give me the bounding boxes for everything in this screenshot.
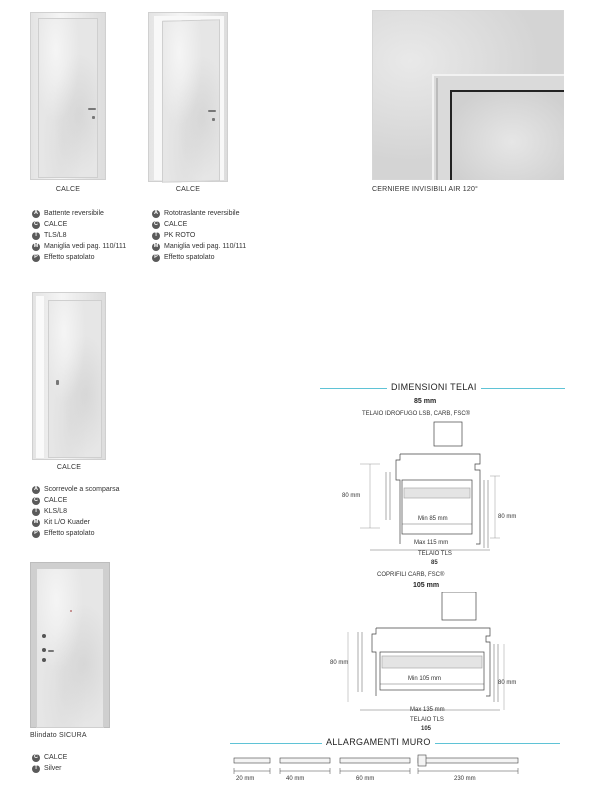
spec-item: C CALCE [34, 221, 68, 228]
spec-item: C CALCE [154, 221, 188, 228]
spec-item: M Kit L/O Kuader [33, 519, 90, 526]
spec-item: T KLS/L8 [32, 506, 147, 517]
dim-min-85: Min 85 mm [418, 516, 448, 522]
spec-item: M Maniglia vedi pag. 110/111 [153, 243, 247, 250]
dim-max-135: Max 135 mm [410, 707, 445, 713]
telaio-code-1: 85 [431, 560, 438, 566]
telai-label-top: TELAIO IDROFUGO LSB, CARB, FSC® [362, 411, 471, 417]
hinge-caption: CERNIERE INVISIBILI AIR 120° [372, 186, 479, 193]
spec-item: P Effetto spatolato [32, 252, 147, 263]
telaio-code-2: 105 [421, 726, 432, 732]
telai-title: DIMENSIONI TELAI [387, 382, 481, 392]
spec-item: T PK ROTO [152, 230, 277, 241]
dim-min-105: Min 105 mm [408, 676, 442, 682]
telai-size-85: 85 mm [414, 398, 437, 405]
spec-item: A Scorrevole a scomparsa [34, 486, 120, 493]
allargamento-size: 60 mm [356, 776, 375, 782]
door-caption: CALCE [56, 464, 82, 471]
door-image-rototraslante [148, 12, 228, 182]
dim-right-80-2: 80 mm [498, 680, 517, 686]
spec-item: M Maniglia vedi pag. 110/111 [33, 243, 127, 250]
spec-list [32, 752, 132, 774]
door-lock [42, 634, 46, 638]
allargamento-size: 20 mm [236, 776, 255, 782]
spec-list [152, 208, 277, 263]
spec-item: C CALCE [34, 497, 68, 504]
spec-item: P Effetto spatolato [152, 252, 277, 263]
door-caption: CALCE [55, 186, 81, 193]
spec-list [32, 484, 147, 539]
door-handle [56, 380, 59, 385]
allargamenti-title: ALLARGAMENTI MURO [322, 737, 435, 747]
telai-size-105: 105 mm [413, 582, 440, 589]
telaio-105-drawing [340, 592, 520, 712]
dim-max-115: Max 115 mm [414, 540, 449, 546]
door-image-scorrevole [32, 292, 106, 460]
door-caption: CALCE [175, 186, 201, 193]
spec-item: C CALCE [34, 754, 68, 761]
telaio-85-drawing [340, 420, 510, 560]
spec-item: P Effetto spatolato [32, 528, 147, 539]
door-image-battente [30, 12, 106, 180]
coprifili-label: COPRIFILI CARB, FSC® [377, 572, 445, 578]
dim-right-80: 80 mm [498, 514, 517, 520]
spec-item: T Silver [32, 763, 132, 774]
door-handle [88, 108, 96, 110]
allargamento-size: 40 mm [286, 776, 305, 782]
telaio-name-1: TELAIO TLS [418, 551, 452, 557]
spec-list [32, 208, 147, 263]
dim-left-80: 80 mm [342, 493, 361, 499]
spec-item: A Battente reversibile [34, 210, 104, 217]
door-caption: Blindato SICURA [30, 732, 87, 739]
door-handle [208, 110, 216, 112]
telaio-name-2: TELAIO TLS [410, 717, 444, 723]
door-image-blindato [30, 562, 110, 728]
spec-item: T TLS/L8 [32, 230, 147, 241]
spec-item: A Rototraslante reversibile [154, 210, 240, 217]
allargamento-size: 230 mm [454, 776, 476, 782]
hinge-detail-image [372, 10, 564, 180]
allargamenti-dim-lines [232, 768, 532, 774]
dim-left-80-2: 80 mm [330, 660, 349, 666]
